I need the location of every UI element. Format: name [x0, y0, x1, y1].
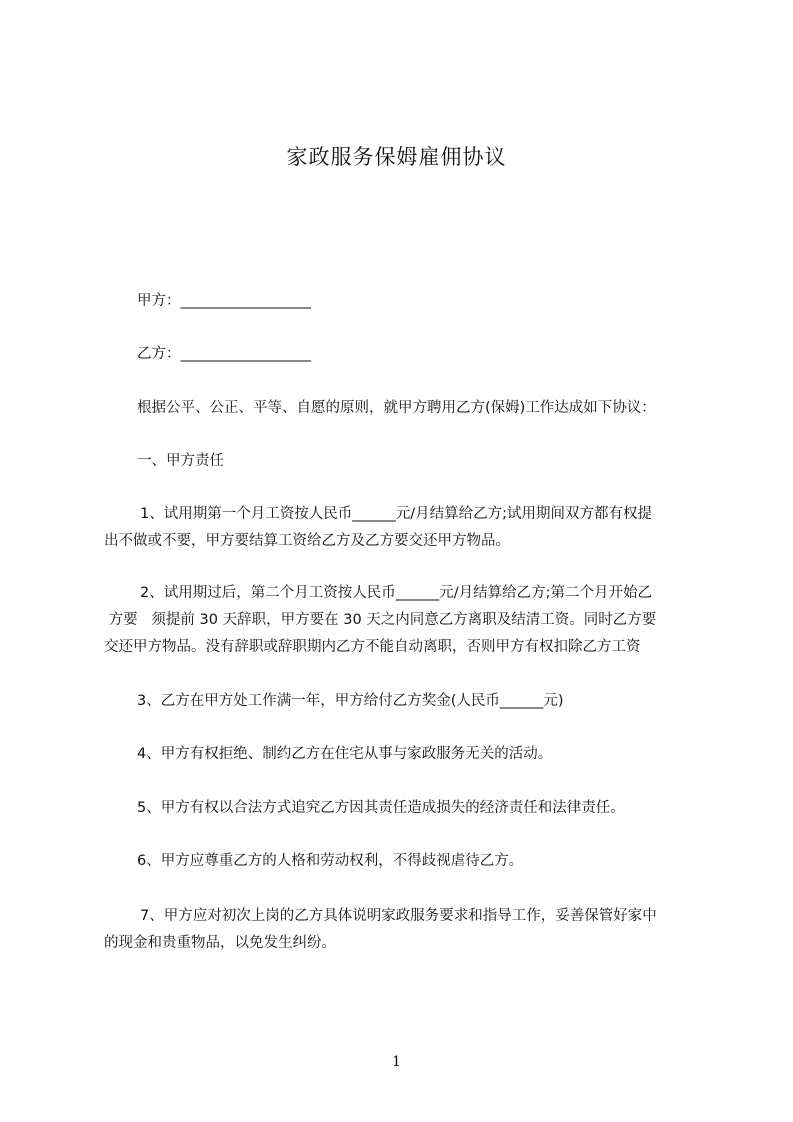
clause-4-text: 4、甲方有权拒绝、制约乙方在住宅从事与家政服务无关的活动。 [137, 746, 553, 762]
clause-3 [104, 688, 712, 715]
section-heading-party-a-duties [104, 448, 712, 475]
clause-7 [104, 903, 712, 957]
clause-1 [104, 501, 712, 555]
clause-4 [104, 741, 712, 768]
party-b-text: 乙方：__________________ [137, 346, 311, 362]
preamble [104, 395, 712, 422]
clause-5-text: 5、甲方有权以合法方式追究乙方因其责任造成损失的经济责任和法律责任。 [137, 800, 625, 816]
page-number: 1 [392, 1054, 401, 1070]
clause-2 [104, 580, 712, 661]
party-a-line [104, 288, 712, 315]
clause-6-text: 6、甲方应尊重乙方的人格和劳动权利，不得歧视虐待乙方。 [137, 853, 524, 869]
clause-3-text: 3、乙方在甲方处工作满一年，甲方给付乙方奖金(人民币______元) [137, 693, 564, 709]
party-b-line [104, 341, 712, 368]
page-title: 家政服务保姆雇佣协议 [286, 145, 507, 169]
clause-7-line-1: 7、甲方应对初次上岗的乙方具体说明家政服务要求和指导工作，妥善保管好家中 [140, 908, 657, 924]
clause-1-line-2: 出不做或不要，甲方要结算工资给乙方及乙方要交还甲方物品。 [104, 533, 510, 549]
clause-6 [104, 848, 712, 875]
clause-5 [104, 795, 712, 822]
section-heading-text: 一、甲方责任 [137, 453, 224, 469]
clause-1-line-1: 1、试用期第一个月工资按人民币______元/月结算给乙方;试用期间双方都有权提 [140, 506, 652, 522]
party-a-text: 甲方：__________________ [137, 293, 311, 309]
clause-2-line-1: 2、试用期过后，第二个月工资按人民币______元/月结算给乙方;第二个月开始乙 [140, 585, 652, 601]
preamble-text: 根据公平、公正、平等、自愿的原则，就甲方聘用乙方(保姆)工作达成如下协议： [137, 400, 656, 416]
clause-2-line-2: 方要 须提前 30 天辞职，甲方要在 30 天之内同意乙方离职及结清工资。同时乙方要 [104, 612, 657, 628]
clause-7-line-2: 的现金和贵重物品，以免发生纠纷。 [104, 935, 336, 951]
clause-2-line-3: 交还甲方物品。没有辞职或辞职期内乙方不能自动离职，否则甲方有权扣除乙方工资 [104, 639, 641, 655]
